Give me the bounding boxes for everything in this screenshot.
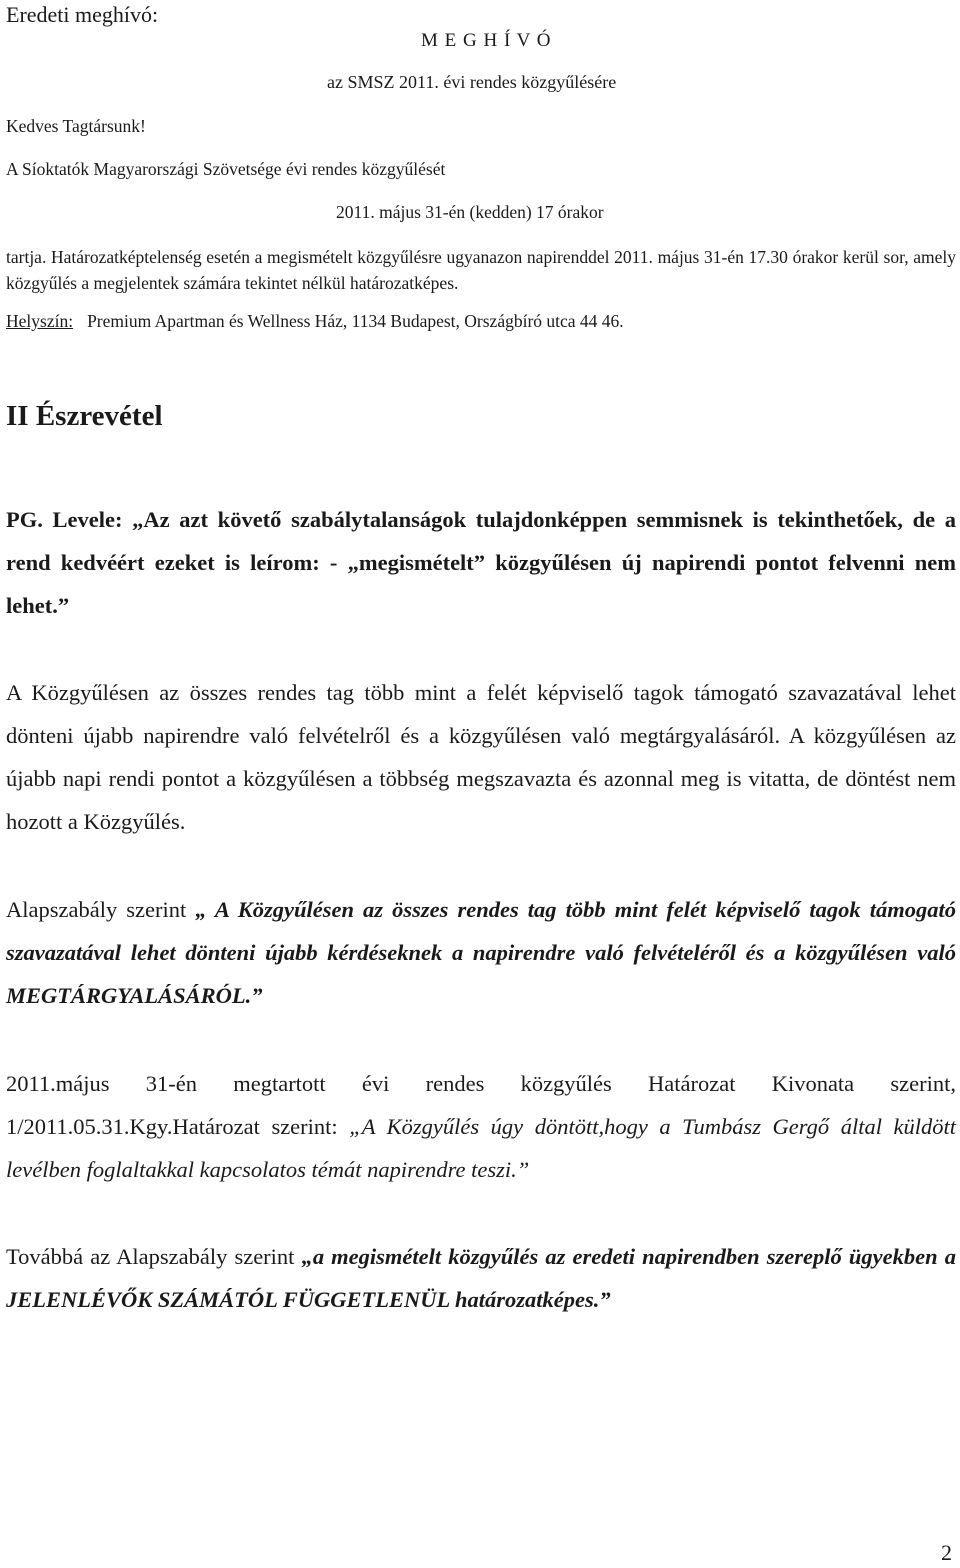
statute-quote: „ A Közgyűlésen az összes rendes tag több mint felét képviselő tagok támogató szavazatával lehet dönteni újabb kérdéseknek a napirendre való felvételéről és a közgyűlésen való MEGTÁRGYALÁSÁRÓL.” — [6, 897, 957, 1008]
resolution-quote: „A Közgyűlés úgy döntött,hogy a Tumbász Gergő által küldött levélben foglaltakkal kapcsolatos témát napirendre teszi.” — [6, 1114, 957, 1182]
section-heading: II Észrevétel — [6, 400, 163, 432]
meeting-date: 2011. május 31-én (kedden) 17 órakor — [336, 202, 604, 222]
invitation-line: A Síoktatók Magyarországi Szövetsége évi rendes közgyűlését — [6, 159, 446, 179]
document-title: Eredeti meghívó: — [6, 2, 159, 27]
quorum-paragraph — [6, 1235, 956, 1321]
quorum-quote: „a megismételt közgyűlés az eredeti napirendben szereplő ügyekben a JELENLÉVŐK SZÁMÁTÓL FÜGGETLENÜL határozatképes.” — [6, 1244, 956, 1312]
quorum-intro: Továbbá az Alapszabály szerint — [6, 1244, 295, 1269]
location-label: Helyszín: — [6, 311, 74, 331]
location-value: Premium Apartman és Wellness Ház, 1134 Budapest, Országbíró utca 44 46. — [87, 311, 624, 331]
invitation-title: M E G H Í V Ó — [421, 30, 552, 51]
resolution-paragraph — [6, 1062, 956, 1191]
invitation-paragraph: tartja. Határozatképtelenség esetén a megismételt közgyűlésre ugyanazon napirenddel 2011. május 31-én 17.30 órakor kerül sor, amely közgyűlés a megjelentek számára tekintet nélkül határozatképes. — [6, 247, 956, 293]
comment-paragraph: A Közgyűlésen az összes rendes tag több mint a felét képviselő tagok támogató szavazatával lehet dönteni újabb napirendre való felvételről és a közgyűlésen való megtárgyalásáról. A közgyűlésen az újabb napi rendi pontot a közgyűlésen a többség megszavazta és azonnal meg is vitatta, de döntést nem hozott a Közgyűlés. — [6, 680, 956, 834]
page-number: 2 — [941, 1540, 952, 1565]
greeting: Kedves Tagtársunk! — [6, 116, 146, 136]
invitation-subtitle: az SMSZ 2011. évi rendes közgyűlésére — [327, 72, 617, 92]
pg-letter-quote: PG. Levele: „Az azt követő szabálytalanságok tulajdonképpen semmisnek is tekinthetőek, de a rend kedvéért ezeket is leírom: - „megismételt” közgyűlésen új napirendi pontot felvenni nem lehet.” — [6, 507, 956, 618]
statute-paragraph — [6, 888, 956, 1017]
statute-intro: Alapszabály szerint — [6, 897, 187, 922]
location-line — [6, 311, 624, 332]
resolution-intro: 2011.május 31-én megtartott évi rendes közgyűlés Határozat Kivonata szerint, 1/2011.05.31.Kgy.Határozat szerint: — [6, 1071, 956, 1139]
